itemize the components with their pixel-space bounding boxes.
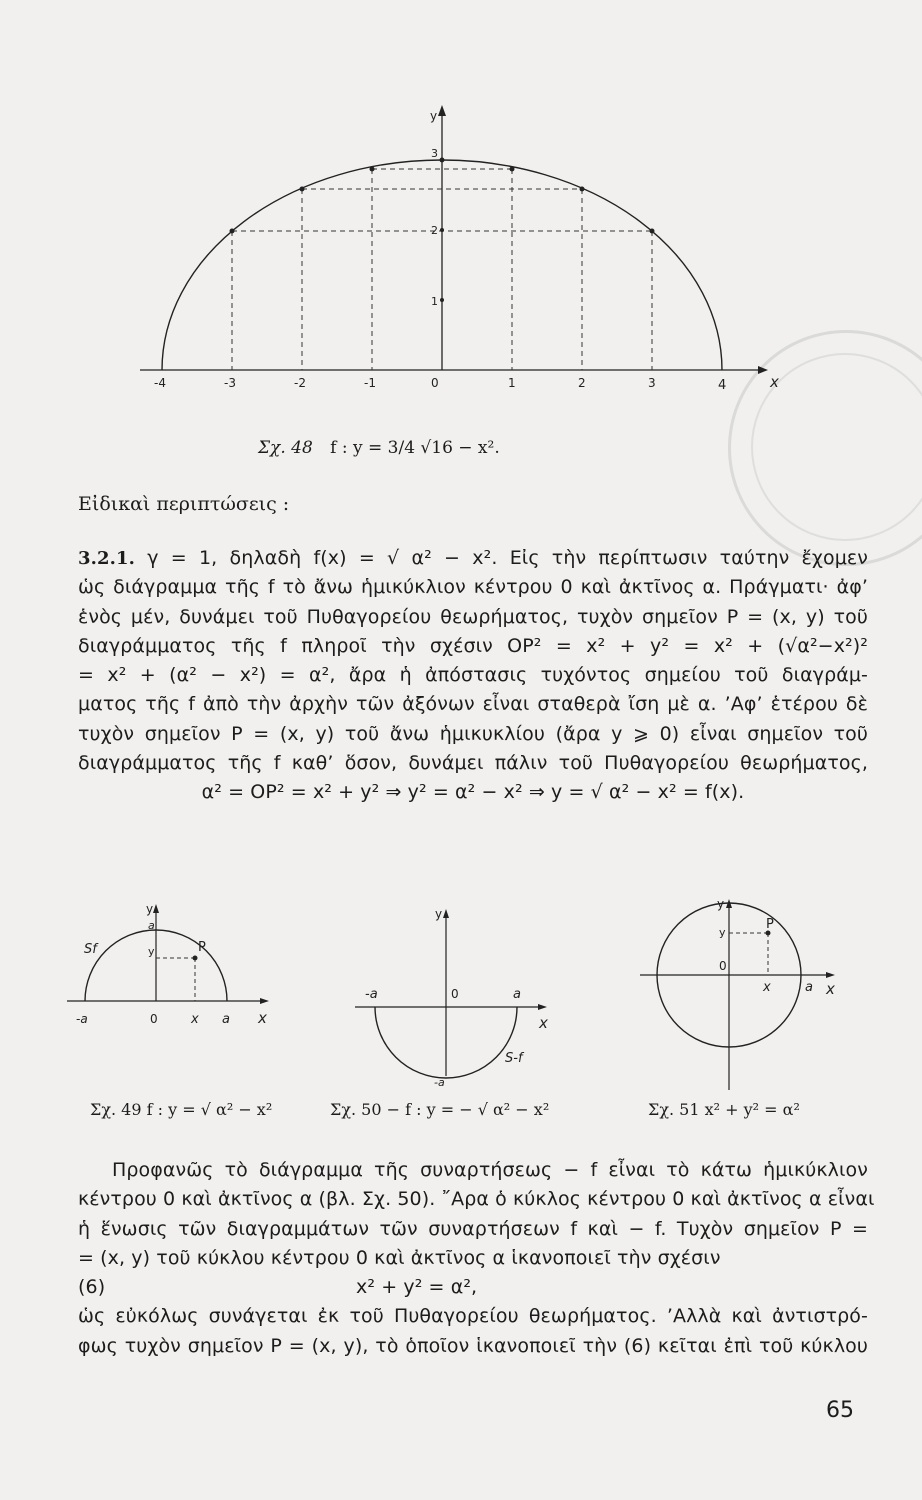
section-paragraph xyxy=(78,544,868,808)
fig48-xtick: 3 xyxy=(648,376,656,390)
text-line: ὡς εὐκόλως συνάγεται ἐκ τοῦ Πυθαγορείου θεωρήματος. ’Αλλὰ καὶ ἀντιστρό- xyxy=(78,1305,868,1328)
fig49-x-mark: x xyxy=(191,1012,199,1027)
fig51-origin: 0 xyxy=(719,959,727,973)
paragraph-2 xyxy=(78,1156,875,1361)
fig48-ytick: 3 xyxy=(431,147,438,160)
text-line: 3.2.1. γ = 1, δηλαδὴ f(x) = √ α² − x². Εἰς τὴν περίπτωσιν ταύτην ἔχομεν xyxy=(78,547,868,569)
figure-49 xyxy=(62,895,282,1045)
fig49-x-label: x xyxy=(258,1009,267,1027)
fig48-x-label: x xyxy=(770,373,779,391)
fig48-ytick: 1 xyxy=(431,295,438,308)
figure-48 xyxy=(140,95,790,405)
fig49-origin: 0 xyxy=(150,1012,158,1026)
text-line: διαγράμματος τῆς f πληροῖ τὴν σχέσιν OP² = x² + y² = x² + (√α²−x²)² xyxy=(78,634,868,657)
equation-6 xyxy=(78,1273,868,1302)
text-line: ματος τῆς f ἀπὸ τὴν ἀρχὴν τῶν ἀξόνων εἶναι σταθερὰ ἴση μὲ α. ’Αφ’ ἑτέρου δὲ xyxy=(78,693,868,716)
fig48-xtick: 2 xyxy=(578,376,586,390)
fig49-y-mark: y xyxy=(148,945,155,958)
fig48-xtick: 0 xyxy=(431,376,439,390)
figure-49-caption: Σχ. 49 f : y = √ α² − x² xyxy=(90,1100,273,1119)
fig50-x-label: x xyxy=(539,1014,548,1032)
text-line: τυχὸν σημεῖον P = (x, y) τοῦ ἄνω ἡμικυκλίου (ἄρα y ⩾ 0) εἶναι σημεῖον τοῦ xyxy=(78,722,868,745)
equation-number: (6) xyxy=(78,1276,106,1299)
fig48-ytick: 2 xyxy=(431,224,438,237)
fig48-xtick: 4 xyxy=(718,378,727,393)
fig48-caption-label: Σχ. 48 xyxy=(258,438,313,458)
text-line: ἡ ἕνωσις τῶν διαγραμμάτων τῶν συναρτήσεων f καὶ − f. Τυχὸν σημεῖον P = xyxy=(78,1217,868,1240)
equation-line: α² = OP² = x² + y² ⇒ y² = α² − x² ⇒ y = √ α² − x² = f(x). xyxy=(201,781,745,804)
fig50-a: a xyxy=(513,987,521,1002)
figure-51-caption: Σχ. 51 x² + y² = α² xyxy=(648,1100,800,1119)
fig48-xtick: -4 xyxy=(154,376,166,390)
fig50-origin: 0 xyxy=(451,987,459,1001)
fig48-caption-formula: f : y = 3/4 √16 − x². xyxy=(330,438,500,458)
figure-50-caption: Σχ. 50 − f : y = − √ α² − x² xyxy=(330,1100,550,1119)
text-line: = x² + (α² − x²) = α², ἄρα ἡ ἀπόστασις τυχόντος σημείου τοῦ διαγράμ- xyxy=(78,664,868,687)
figure-51 xyxy=(640,890,870,1120)
text-line: ὡς διάγραμμα τῆς f τὸ ἄνω ἡμικύκλιον κέντρου 0 καὶ ἀκτῖνος α. Πράγματι· ἀφ’ xyxy=(78,576,868,599)
fig50-y-label: y xyxy=(435,907,443,921)
section-number: 3.2.1. xyxy=(78,548,135,569)
figure-50 xyxy=(355,900,565,1090)
fig50-s-label: S-f xyxy=(505,1051,523,1066)
fig49-minus-a: -a xyxy=(76,1012,88,1026)
text-line: = (x, y) τοῦ κύκλου κέντρου 0 καὶ ἀκτῖνος α ἱκανοποιεῖ τὴν σχέσιν xyxy=(78,1246,721,1269)
section-heading: Εἰδικαὶ περιπτώσεις : xyxy=(78,493,290,515)
fig49-point-p: P xyxy=(198,940,206,955)
fig50-minus-a-bottom: -a xyxy=(434,1076,445,1089)
fig48-y-label: y xyxy=(430,109,438,123)
fig48-xtick: -3 xyxy=(224,376,236,390)
fig51-y-mark: y xyxy=(719,926,726,939)
fig49-y-label: y xyxy=(146,902,154,916)
fig49-a-label: a xyxy=(148,919,155,932)
page-number: 65 xyxy=(826,1398,854,1423)
fig48-xtick: -2 xyxy=(294,376,306,390)
text-line: ἑνὸς μέν, δυνάμει τοῦ Πυθαγορείου θεωρήματος, τυχὸν σημεῖον P = (x, y) τοῦ xyxy=(78,605,868,628)
fig48-xtick: -1 xyxy=(364,376,376,390)
equation-body: x² + y² = α², xyxy=(356,1276,478,1299)
text-line: Προφανῶς τὸ διάγραμμα τῆς συναρτήσεως − f εἶναι τὸ κάτω ἡμικύκλιον xyxy=(112,1159,868,1181)
fig49-a-axis: a xyxy=(222,1012,230,1027)
fig49-s-label: Sf xyxy=(84,942,97,957)
fig50-minus-a: -a xyxy=(365,987,378,1002)
fig51-x-mark: x xyxy=(763,980,771,995)
text-line: φως τυχὸν σημεῖον P = (x, y), τὸ ὁποῖον ἱκανοποιεῖ τὴν (6) κεῖται ἐπὶ τοῦ κύκλου xyxy=(78,1334,868,1357)
figure-48-caption xyxy=(258,438,500,458)
fig51-point-p: P xyxy=(766,917,774,932)
fig51-x-label: x xyxy=(826,980,835,998)
fig51-y-label: y xyxy=(717,897,725,911)
fig48-xtick: 1 xyxy=(508,376,516,390)
text-line: κέντρου 0 καὶ ἀκτῖνος α (βλ. Σχ. 50). ῎Αρα ὁ κύκλος κέντρου 0 καὶ ἀκτῖνος α εἶναι xyxy=(78,1188,875,1211)
fig51-a: a xyxy=(805,980,813,995)
text-line: διαγράμματος τῆς f καθ’ ὅσον, δυνάμει πάλιν τοῦ Πυθαγορείου θεωρήματος, xyxy=(78,752,868,775)
